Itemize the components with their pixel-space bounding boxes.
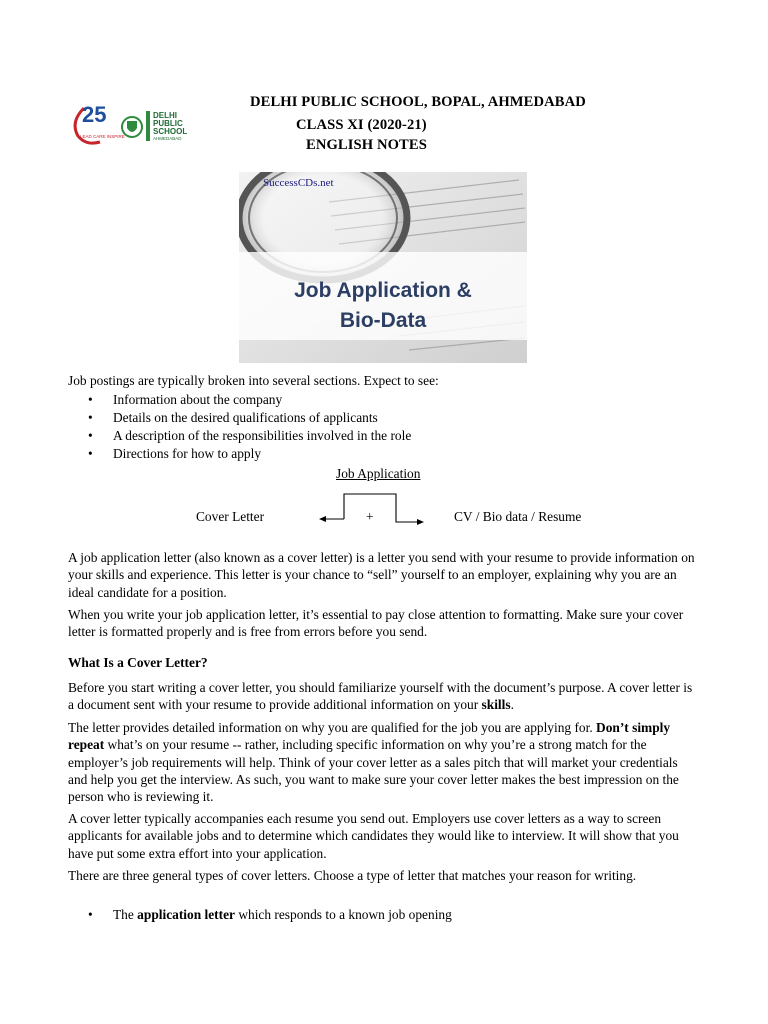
dps-line-2: PUBLIC [153, 119, 183, 128]
paragraph-3-text: Before you start writing a cover letter, you should familiarize yourself with the document’s purpose. A cover letter is a document sent with your resume to provide additional information on your [68, 680, 693, 713]
list-item-text: Details on the desired qualifications of applicants [113, 410, 378, 425]
paragraph-3-bold: skills [481, 697, 511, 713]
school-name: DELHI PUBLIC SCHOOL, BOPAL, AHMEDABAD [250, 94, 586, 110]
bullet-dot: • [88, 410, 93, 425]
paragraph-4-text: The letter provides detailed information on why you are qualified for the job you are applying for. [68, 720, 597, 735]
dps-line-3: SCHOOL [153, 127, 188, 136]
paragraph-2: When you write your job application letter, it’s essential to pay close attention to formatting. Make sure your cover letter is formatted properly and is free from errors before you send. [68, 607, 684, 640]
paragraph-4 [68, 719, 700, 805]
list-item-text [113, 906, 452, 924]
bullet-dot: • [88, 392, 93, 407]
paragraph-6: There are three general types of cover letters. Choose a type of letter that matches your reason for writing. [68, 868, 637, 883]
bullet-dot: • [88, 428, 93, 443]
anniversary-caption: LEAD CARE INSPIRE [80, 134, 125, 139]
list-item-bold: application letter [137, 907, 235, 922]
section-heading: What Is a Cover Letter? [68, 655, 208, 670]
list-item-text: Directions for how to apply [113, 446, 262, 461]
dps-city: AHMEDABAD [153, 136, 182, 141]
intro-text: Job postings are typically broken into several sections. Expect to see: [68, 373, 439, 388]
paragraph-3-end: . [510, 697, 514, 713]
bullet-dot: • [88, 907, 93, 922]
diagram-plus: + [366, 509, 374, 524]
paragraph-3 [68, 679, 700, 714]
bullet-dot: • [88, 446, 93, 461]
list-item-suffix: which responds to a known job opening [234, 907, 452, 922]
list-item-text: Information about the company [113, 392, 283, 407]
diagram-title: Job Application [336, 466, 421, 481]
paragraph-1: A job application letter (also known as a cover letter) is a letter you send with your resume to provide information on your skills and experience. This letter is your chance to “sell” yourself to an employer, explaining why you are an ideal candidate for a position. [68, 550, 695, 600]
banner-watermark: SuccessCDs.net [263, 177, 334, 189]
list-item-text: A description of the responsibilities involved in the role [113, 428, 412, 443]
banner-image [239, 172, 527, 363]
banner-title-line2: Bio-Data [339, 309, 427, 332]
paragraph-4-rest: what’s on your resume -- rather, including specific information on why you’re a strong match for the employer’s job requirements will help. Think of your cover letter as a sales pitch that will market your credentials and help you get the interview. As such, you want to make sure your cover letter makes the best impression on the person who is reviewing it. [68, 737, 679, 805]
dps-line-1: DELHI [153, 111, 177, 120]
diagram-left-label: Cover Letter [196, 509, 265, 524]
paragraph-4-bold: Don’t simply repeat [68, 720, 671, 753]
list-item-prefix: The [113, 907, 138, 922]
paragraph-5: A cover letter typically accompanies each resume you send out. Employers use cover letters as a way to screen applicants for available jobs and to determine which candidates they would like to interview. It will show that you have put some extra effort into your application. [68, 811, 679, 861]
anniversary-number: 25 [82, 102, 107, 127]
diagram-right-label: CV / Bio data / Resume [454, 509, 582, 524]
banner-title-line1: Job Application & [294, 279, 472, 302]
class-title: CLASS XI (2020-21) [296, 117, 427, 133]
notes-title: ENGLISH NOTES [306, 137, 427, 153]
